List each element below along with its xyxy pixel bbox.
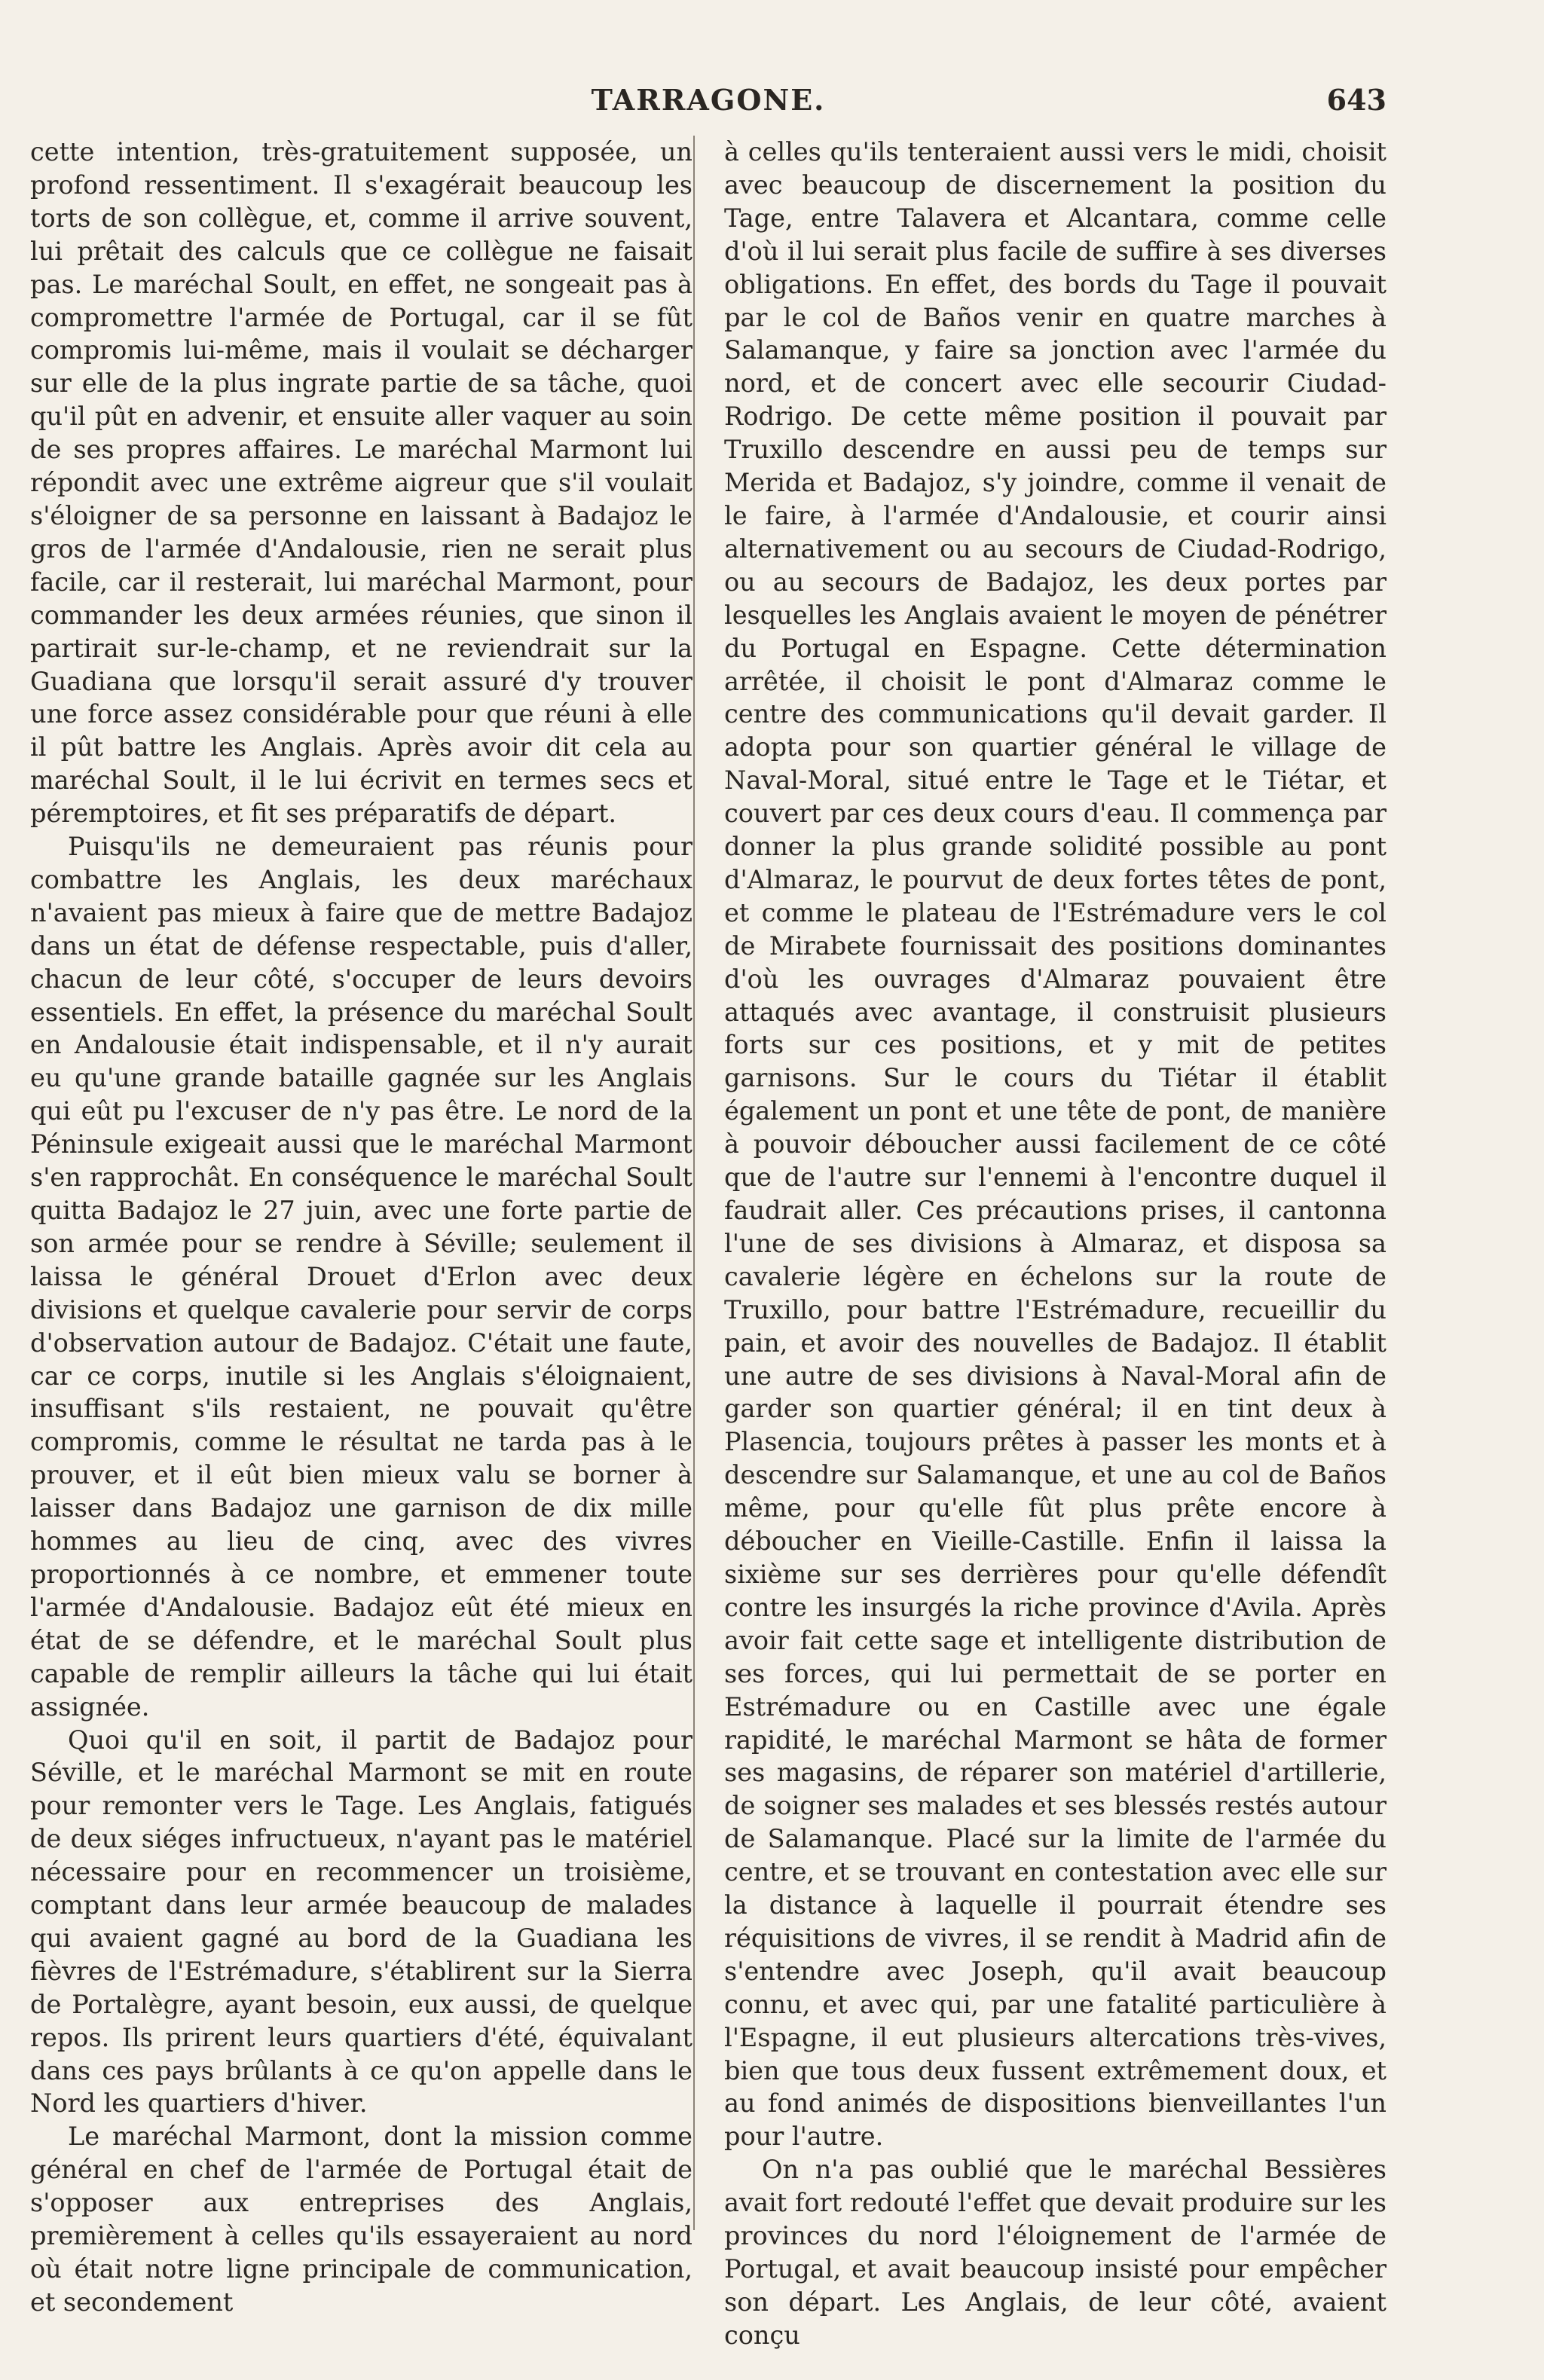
- paragraph: On n'a pas oublié que le maréchal Bessières avait fort redouté l'effet que devait produire sur les provinces du nord l'éloignement de l'armée de Portugal, et avait beaucoup insisté pour empêcher son départ. Les Anglais, de leur côté, avaient conçu: [724, 2155, 1387, 2350]
- page-header: [30, 75, 1387, 121]
- paragraph: cette intention, très-gratuitement supposée, un profond ressentiment. Il s'exagérait beaucoup les torts de son collègue, et, comme il arrive souvent, lui prêtait des calculs que ce collègue ne faisait pas. Le maréchal Soult, en effet, ne songeait pas à compromettre l'armée de Portugal, car il se fût compromis lui-même, mais il voulait se décharger sur elle de la plus ingrate partie de sa tâche, quoi qu'il pût en advenir, et ensuite aller vaquer au soin de ses propres affaires. Le maréchal Marmont lui répondit avec une extrême aigreur que s'il voulait s'éloigner de sa personne en laissant à Badajoz le gros de l'armée d'Andalousie, rien ne serait plus facile, car il resterait, lui maréchal Marmont, pour commander les deux armées réunies, que sinon il partirait sur-le-champ, et ne reviendrait sur la Guadiana que lorsqu'il serait assuré d'y trouver une force assez considérable pour que réuni à elle il pût battre les Anglais. Après avoir dit cela au maréchal Soult, il le lui écrivit en termes secs et péremptoires, et fit ses préparatifs de départ.: [30, 137, 693, 829]
- text-columns: [30, 136, 1387, 2350]
- paragraph: Le maréchal Marmont, dont la mission comme général en chef de l'armée de Portugal était de s'opposer aux entreprises des Anglais, premièrement à celles qu'ils essayeraient au nord où était notre ligne principale de communication, et secondement: [30, 2122, 693, 2317]
- paragraph: à celles qu'ils tenteraient aussi vers le midi, choisit avec beaucoup de discernement la position du Tage, entre Talavera et Alcantara, comme celle d'où il lui serait plus facile de suffire à ses diverses obligations. En effet, des bords du Tage il pouvait par le col de Baños venir en quatre marches à Salamanque, y faire sa jonction avec l'armée du nord, et de concert avec elle secourir Ciudad-Rodrigo. De cette même position il pouvait par Truxillo descendre en aussi peu de temps sur Merida et Badajoz, s'y joindre, comme il venait de le faire, à l'armée d'Andalousie, et courir ainsi alternativement ou au secours de Ciudad-Rodrigo, ou au secours de Badajoz, les deux portes par lesquelles les Anglais avaient le moyen de pénétrer du Portugal en Espagne. Cette détermination arrêtée, il choisit le pont d'Almaraz comme le centre des communications qu'il devait garder. Il adopta pour son quartier général le village de Naval-Moral, situé entre le Tage et le Tiétar, et couvert par ces deux cours d'eau. Il commença par donner la plus grande solidité possible au pont d'Almaraz, le pourvut de deux fortes têtes de pont, et comme le plateau de l'Estrémadure vers le col de Mirabete fournissait des positions dominantes d'où les ouvrages d'Almaraz pouvaient être attaqués avec avantage, il construisit plusieurs forts sur ces positions, et y mit de petites garnisons. Sur le cours du Tiétar il établit également un pont et une tête de pont, de manière à pouvoir déboucher aussi facilement de ce côté que de l'autre sur l'ennemi à l'encontre duquel il faudrait aller. Ces précautions prises, il cantonna l'une de ses divisions à Almaraz, et disposa sa cavalerie légère en échelons sur la route de Truxillo, pour battre l'Estrémadure, recueillir du pain, et avoir des nouvelles de Badajoz. Il établit une autre de ses divisions à Naval-Moral afin de garder son quartier général; il en tint deux à Plasencia, toujours prêtes à passer les monts et à descendre sur Salamanque, et une au col de Baños même, pour qu'elle fût plus prête encore à déboucher en Vieille-Castille. Enfin il laissa la sixième sur ses derrières pour qu'elle défendît contre les insurgés la riche province d'Avila. Après avoir fait cette sage et intelligente distribution de ses forces, qui lui permettait de se porter en Estrémadure ou en Castille avec une égale rapidité, le maréchal Marmont se hâta de former ses magasins, de réparer son matériel d'artillerie, de soigner ses malades et ses blessés restés autour de Salamanque. Placé sur la limite de l'armée du centre, et se trouvant en contestation avec elle sur la distance à laquelle il pourrait étendre ses réquisitions de vivres, il se rendit à Madrid afin de s'entendre avec Joseph, qu'il avait beaucoup connu, et avec qui, par une fatalité particulière à l'Espagne, il eut plusieurs altercations très-vives, bien que tous deux fussent extrêmement doux, et au fond animés de dispositions bienveillantes l'un pour l'autre.: [724, 137, 1387, 2152]
- left-column: [30, 136, 693, 2317]
- paragraph: Quoi qu'il en soit, il partit de Badajoz pour Séville, et le maréchal Marmont se mit en route pour remonter vers le Tage. Les Anglais, fatigués de deux siéges infructueux, n'ayant pas le matériel nécessaire pour en recommencer un troisième, comptant dans leur armée beaucoup de malades qui avaient gagné au bord de la Guadiana les fièvres de l'Estrémadure, s'établirent sur la Sierra de Portalègre, ayant besoin, eux aussi, de quelque repos. Ils prirent leurs quartiers d'été, équivalant dans ces pays brûlants à ce qu'on appelle dans le Nord les quartiers d'hiver.: [30, 1725, 693, 2119]
- paragraph: Puisqu'ils ne demeuraient pas réunis pour combattre les Anglais, les deux maréchaux n'avaient pas mieux à faire que de mettre Badajoz dans un état de défense respectable, puis d'aller, chacun de leur côté, s'occuper de leurs devoirs essentiels. En effet, la présence du maréchal Soult en Andalousie était indispensable, et il n'y aurait eu qu'une grande bataille gagnée sur les Anglais qui eût pu l'excuser de n'y pas être. Le nord de la Péninsule exigeait aussi que le maréchal Marmont s'en rapprochât. En conséquence le maréchal Soult quitta Badajoz le 27 juin, avec une forte partie de son armée pour se rendre à Séville; seulement il laissa le général Drouet d'Erlon avec deux divisions et quelque cavalerie pour servir de corps d'observation autour de Badajoz. C'était une faute, car ce corps, inutile si les Anglais s'éloignaient, insuffisant s'ils restaient, ne pouvait qu'être compromis, comme le résultat ne tarda pas à le prouver, et il eût bien mieux valu se borner à laisser dans Badajoz une garnison de dix mille hommes au lieu de cinq, avec des vivres proportionnés à ce nombre, et emmener toute l'armée d'Andalousie. Badajoz eût été mieux en état de se défendre, et le maréchal Soult plus capable de remplir ailleurs la tâche qui lui était assignée.: [30, 832, 693, 1722]
- page-number: 643: [1326, 83, 1387, 117]
- right-column: [724, 136, 1387, 2350]
- running-title: TARRAGONE.: [591, 83, 826, 117]
